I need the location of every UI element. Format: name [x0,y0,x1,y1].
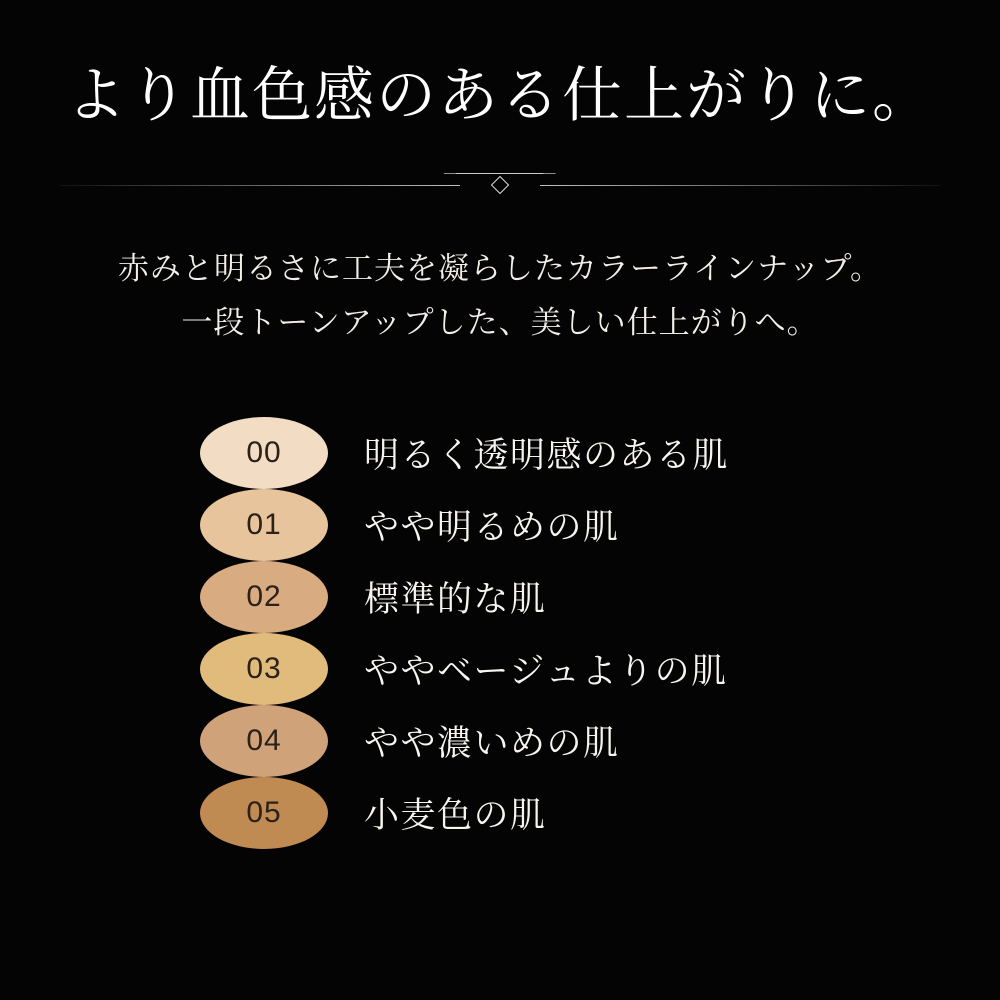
shade-swatch [200,417,328,489]
shade-code: 05 [246,795,282,829]
shade-code: 02 [246,579,282,613]
shade-label: ややベージュよりの肌 [364,651,728,691]
subcopy-line-1: 赤みと明るさに工夫を凝らしたカラーラインナップ。 [118,251,882,286]
shade-label: 小麦色の肌 [364,795,547,835]
list-item [200,489,620,561]
shade-label: やや濃いめの肌 [364,723,620,763]
list-item [200,417,729,489]
shade-list [200,417,840,849]
shade-label: 明るく透明感のある肌 [364,435,730,475]
list-item [200,633,728,705]
subcopy-line-2: 一段トーンアップした、美しい仕上がりへ。 [181,305,819,341]
shade-swatch [200,633,328,705]
divider-line-left [60,185,460,186]
ornamental-divider [60,162,940,208]
shade-code: 04 [246,723,282,757]
divider-line-right [540,185,940,186]
shade-swatch [200,561,328,633]
shade-swatch [200,777,328,849]
shade-label: やや明るめの肌 [364,507,620,547]
list-item [200,561,547,633]
shade-swatch [200,489,328,561]
subcopy [118,242,882,351]
list-item [200,705,620,777]
shade-code: 00 [246,435,282,469]
shade-swatch [200,705,328,777]
shade-code: 03 [246,651,282,685]
page-title: より血色感のある仕上がりに。 [66,63,934,129]
list-item [200,777,547,849]
shade-code: 01 [246,507,282,541]
shade-label: 標準的な肌 [364,579,547,619]
